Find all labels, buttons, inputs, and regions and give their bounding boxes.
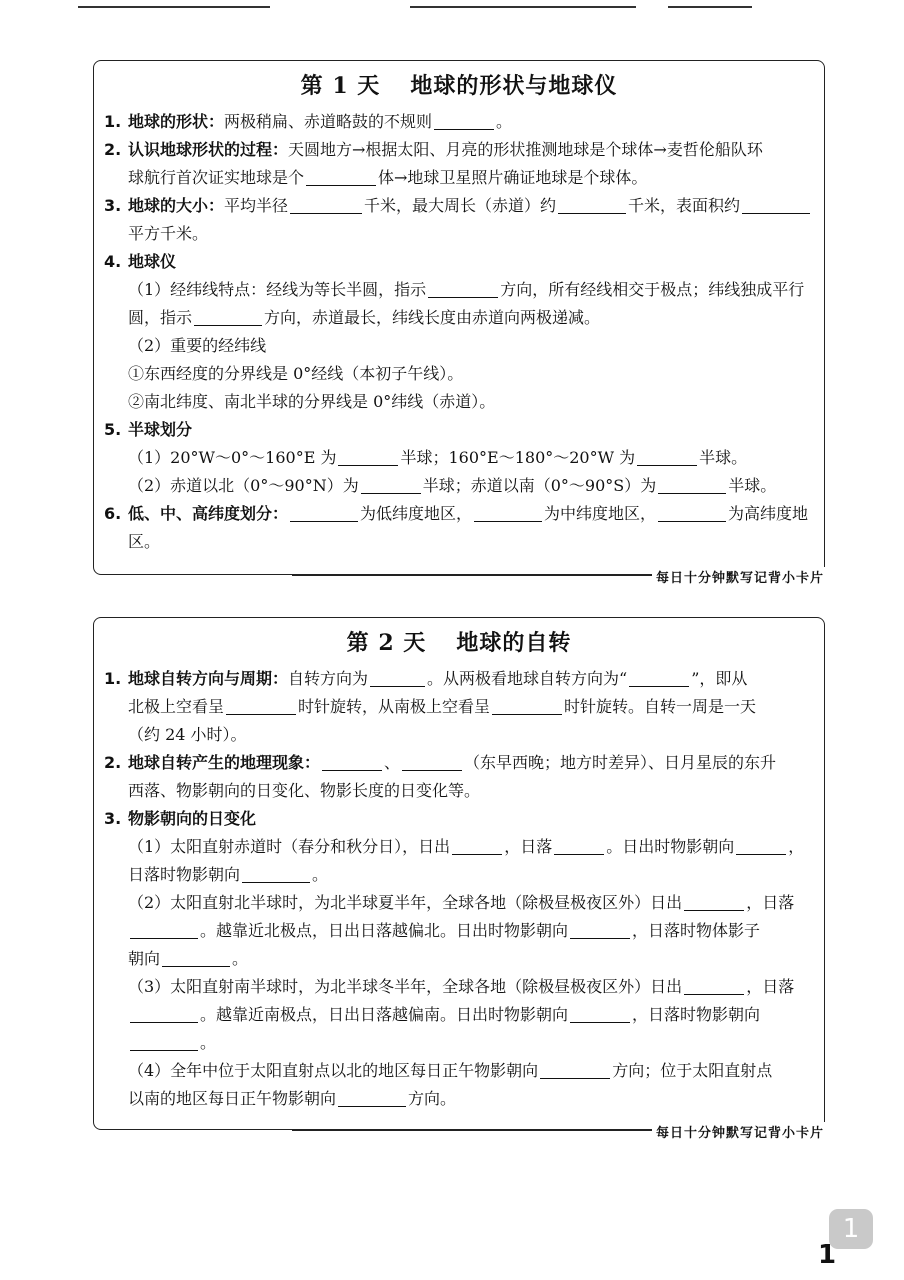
page-badge[interactable]: 1 <box>829 1209 873 1249</box>
answer-blank[interactable] <box>402 752 462 771</box>
answer-blank[interactable] <box>558 195 626 214</box>
answer-blank[interactable] <box>629 668 689 687</box>
item-2: 2. 地球自转产生的地理现象： 、 （东早西晚；地方时差异）、日月星辰的东升 <box>104 753 777 772</box>
card-day-2: 第 2 天 地球的自转 1. 地球自转方向与周期：自转方向为 。从两极看地球自转方向为“ ”，即从 北极上空看呈 时针旋转，从南极上空看呈 时针旋转。自转一周是一天 （约 24 小时）。 2. 地球自转产生的地理现象： 、 （东早西晚；地方时差异）、日月星辰的东升 西落、物影朝向的日变化、物影长度的日变化等。 3. 物影朝向的日变化 （1）太阳直射赤道时（春分和秋分日），日出 ，日落 。日出时物影朝向 ， 日落时物影朝向 。 （2）太阳直射北半球时，为北半球夏半年，全球各地（除极昼极夜区外）日出 ，日落 。越靠近北极点，日出日落越偏北。日出时物影朝向 ，日落时物体影子 朝向 。 （3）太阳直射南半球时，为北半球冬半年，全球各地（除极昼极夜区外）日出 ，日落 。越靠近南极点，日出日落越偏南。日出时物影朝向 ，日落时物影朝向 。 （4）全年中位于太阳直射点以北的地区每日正午物影朝向 方向；位于太阳直射点 以南的地区每日正午物影朝向 方向。 每日十分钟默写记背小卡片 <box>93 617 825 1130</box>
answer-blank[interactable] <box>742 195 810 214</box>
answer-blank[interactable] <box>194 307 262 326</box>
answer-blank[interactable] <box>322 752 382 771</box>
item-6: 6. 低、中、高纬度划分： 为低纬度地区， 为中纬度地区， 为高纬度地 <box>104 504 809 523</box>
answer-blank[interactable] <box>130 920 198 939</box>
answer-blank[interactable] <box>338 1088 406 1107</box>
answer-blank[interactable] <box>452 836 502 855</box>
item-3: 3. 地球的大小：平均半径 千米，最大周长（赤道）约 千米，表面积约 <box>104 192 814 220</box>
card-title <box>104 626 814 657</box>
answer-blank[interactable] <box>290 503 358 522</box>
answer-blank[interactable] <box>570 920 630 939</box>
answer-blank[interactable] <box>338 447 398 466</box>
answer-blank[interactable] <box>290 195 362 214</box>
top-rule <box>78 6 270 8</box>
topic-label: 地球的自转 <box>456 630 572 656</box>
answer-blank[interactable] <box>361 475 421 494</box>
answer-blank[interactable] <box>637 447 697 466</box>
answer-blank[interactable] <box>370 668 425 687</box>
answer-blank[interactable] <box>428 279 498 298</box>
card-footer-tag: 每日十分钟默写记背小卡片 <box>652 1122 828 1141</box>
answer-blank[interactable] <box>242 864 310 883</box>
item-1: 1. 地球自转方向与周期：自转方向为 。从两极看地球自转方向为“ ”，即从 <box>104 669 748 688</box>
page-number: 1 <box>818 1240 837 1270</box>
answer-blank[interactable] <box>658 503 726 522</box>
day-label: 第 2 天 <box>346 630 427 656</box>
answer-blank[interactable] <box>434 111 494 130</box>
answer-blank[interactable] <box>162 948 230 967</box>
answer-blank[interactable] <box>554 836 604 855</box>
topic-label: 地球的形状与地球仪 <box>410 73 618 99</box>
answer-blank[interactable] <box>474 503 542 522</box>
card-title <box>104 69 814 100</box>
item-2: 2. 认识地球形状的过程：天圆地方→根据太阳、月亮的形状推测地球是个球体→麦哲伦船队环 <box>104 140 763 159</box>
top-rule <box>410 6 636 8</box>
answer-blank[interactable] <box>130 1004 198 1023</box>
item-5: 5. 半球划分 <box>104 420 193 439</box>
answer-blank[interactable] <box>570 1004 630 1023</box>
answer-blank[interactable] <box>226 696 296 715</box>
item-4: 4. 地球仪 <box>104 252 177 271</box>
card-footer-tag: 每日十分钟默写记背小卡片 <box>652 567 828 586</box>
answer-blank[interactable] <box>306 167 376 186</box>
answer-blank[interactable] <box>684 976 744 995</box>
day-label: 第 1 天 <box>300 73 381 99</box>
answer-blank[interactable] <box>684 892 744 911</box>
answer-blank[interactable] <box>736 836 786 855</box>
answer-blank[interactable] <box>130 1032 198 1051</box>
answer-blank[interactable] <box>658 475 726 494</box>
answer-blank[interactable] <box>540 1060 610 1079</box>
answer-blank[interactable] <box>492 696 562 715</box>
card-day-1: 第 1 天 地球的形状与地球仪 1. 地球的形状：两极稍扁、赤道略鼓的不规则 。 2. 认识地球形状的过程：天圆地方→根据太阳、月亮的形状推测地球是个球体→麦哲伦船队环 球航行首次证实地球是个 体→地球卫星照片确证地球是个球体。 3. 地球的大小：平均半径 千米，最大周长（赤道）约 千米，表面积约 平方千米。 4. 地球仪 （1）经纬线特点：经线为等长半圆，指示 方向，所有经线相交于极点；纬线独成平行 圆，指示 方向，赤道最长，纬线长度由赤道向两极递减。 （2）重要的经纬线 ①东西经度的分界线是 0°经线（本初子午线）。 ②南北纬度、南北半球的分界线是 0°纬线（赤道）。 5. 半球划分 （1）20°W～0°～160°E 为 半球；160°E～180°～20°W 为 半球。 （2）赤道以北（0°～90°N）为 半球；赤道以南（0°～90°S）为 半球。 6. 低、中、高纬度划分： 为低纬度地区， 为中纬度地区， 为高纬度地 区。 每日十分钟默写记背小卡片 <box>93 60 825 575</box>
top-rule <box>668 6 752 8</box>
item-1: 1. 地球的形状：两极稍扁、赤道略鼓的不规则 。 <box>104 112 513 131</box>
item-3: 3. 物影朝向的日变化 <box>104 809 257 828</box>
